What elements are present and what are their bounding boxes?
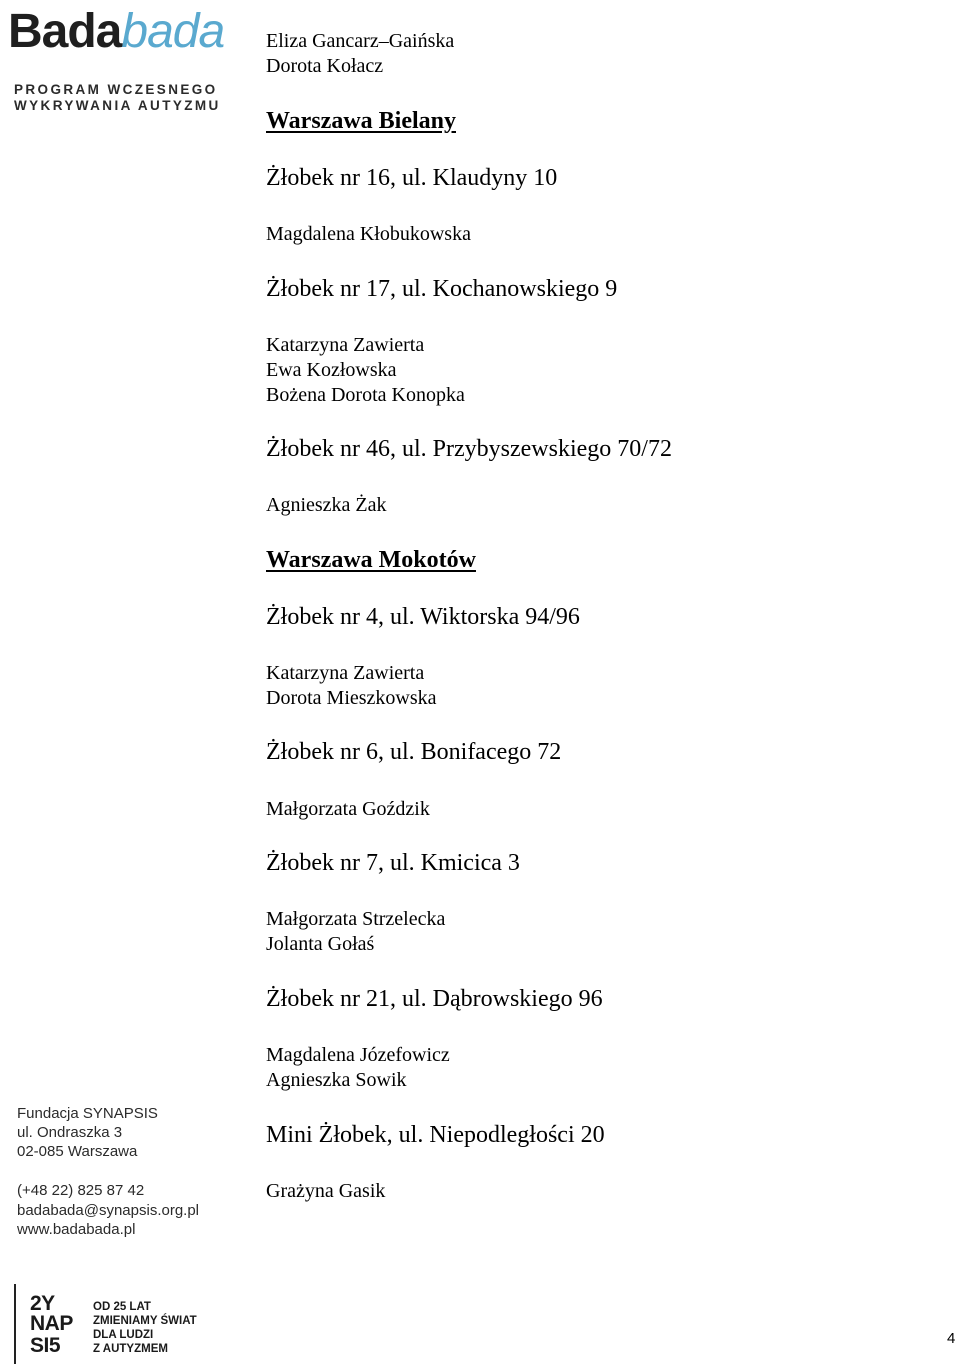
nursery-address: Mini Żłobek, ul. Niepodległości 20 xyxy=(266,1122,605,1148)
person-name: Grażyna Gasik xyxy=(266,1180,386,1202)
synapsis-logo-line1: 2Y xyxy=(30,1292,55,1315)
person-name: Magdalena Kłobukowska xyxy=(266,223,471,245)
footer-website: www.badabada.pl xyxy=(17,1221,136,1238)
nursery-address: Żłobek nr 7, ul. Kmicica 3 xyxy=(266,850,520,876)
nursery-address: Żłobek nr 4, ul. Wiktorska 94/96 xyxy=(266,604,580,630)
nursery-address: Żłobek nr 6, ul. Bonifacego 72 xyxy=(266,739,562,765)
badabada-logo xyxy=(8,5,248,113)
footer-street: ul. Ondraszka 3 xyxy=(17,1124,123,1141)
logo-motto-line: Z AUTYZMEM xyxy=(93,1343,168,1355)
person-name: Magdalena Józefowicz xyxy=(266,1044,450,1066)
district-heading: Warszawa Bielany xyxy=(266,108,456,134)
logo-subtitle-line2: WYKRYWANIA AUTYZMU xyxy=(14,98,221,113)
nursery-address: Żłobek nr 17, ul. Kochanowskiego 9 xyxy=(266,276,618,302)
person-name: Agnieszka Sowik xyxy=(266,1069,407,1091)
logo-word-part2: bada xyxy=(121,5,225,58)
person-name: Katarzyna Zawierta xyxy=(266,334,425,356)
person-name: Ewa Kozłowska xyxy=(266,359,397,381)
nursery-address: Żłobek nr 21, ul. Dąbrowskiego 96 xyxy=(266,986,603,1012)
logo-motto-line: DLA LUDZI xyxy=(93,1329,154,1341)
nursery-address: Żłobek nr 16, ul. Klaudyny 10 xyxy=(266,165,558,191)
person-name: Dorota Mieszkowska xyxy=(266,687,437,709)
person-name: Jolanta Gołaś xyxy=(266,933,375,955)
footer-email: badabada@synapsis.org.pl xyxy=(17,1202,200,1219)
logo-motto-line: OD 25 LAT xyxy=(93,1301,151,1313)
person-name: Agnieszka Żak xyxy=(266,494,387,516)
logo-wordmark xyxy=(8,2,224,62)
person-name: Małgorzata Strzelecka xyxy=(266,908,446,930)
person-name: Małgorzata Goździk xyxy=(266,798,430,820)
person-name: Dorota Kołacz xyxy=(266,55,384,77)
footer-phone: (+48 22) 825 87 42 xyxy=(17,1182,145,1199)
page-number: 4 xyxy=(947,1330,956,1347)
synapsis-logo-line2: NAP xyxy=(30,1312,73,1335)
logo-subtitle-line1: PROGRAM WCZESNEGO xyxy=(14,82,218,97)
logo-divider xyxy=(14,1284,16,1364)
footer-org: Fundacja SYNAPSIS xyxy=(17,1105,158,1122)
synapsis-logo xyxy=(14,1284,204,1364)
person-name: Bożena Dorota Konopka xyxy=(266,384,465,406)
nursery-address: Żłobek nr 46, ul. Przybyszewskiego 70/72 xyxy=(266,436,672,462)
person-name: Katarzyna Zawierta xyxy=(266,662,425,684)
logo-word-part1: Bada xyxy=(8,5,122,58)
logo-motto-line: ZMIENIAMY ŚWIAT xyxy=(93,1315,197,1327)
district-heading: Warszawa Mokotów xyxy=(266,547,476,573)
person-name: Eliza Gancarz–Gaińska xyxy=(266,30,455,52)
synapsis-logo-line3: SI5 xyxy=(30,1334,61,1357)
footer-city: 02-085 Warszawa xyxy=(17,1143,138,1160)
